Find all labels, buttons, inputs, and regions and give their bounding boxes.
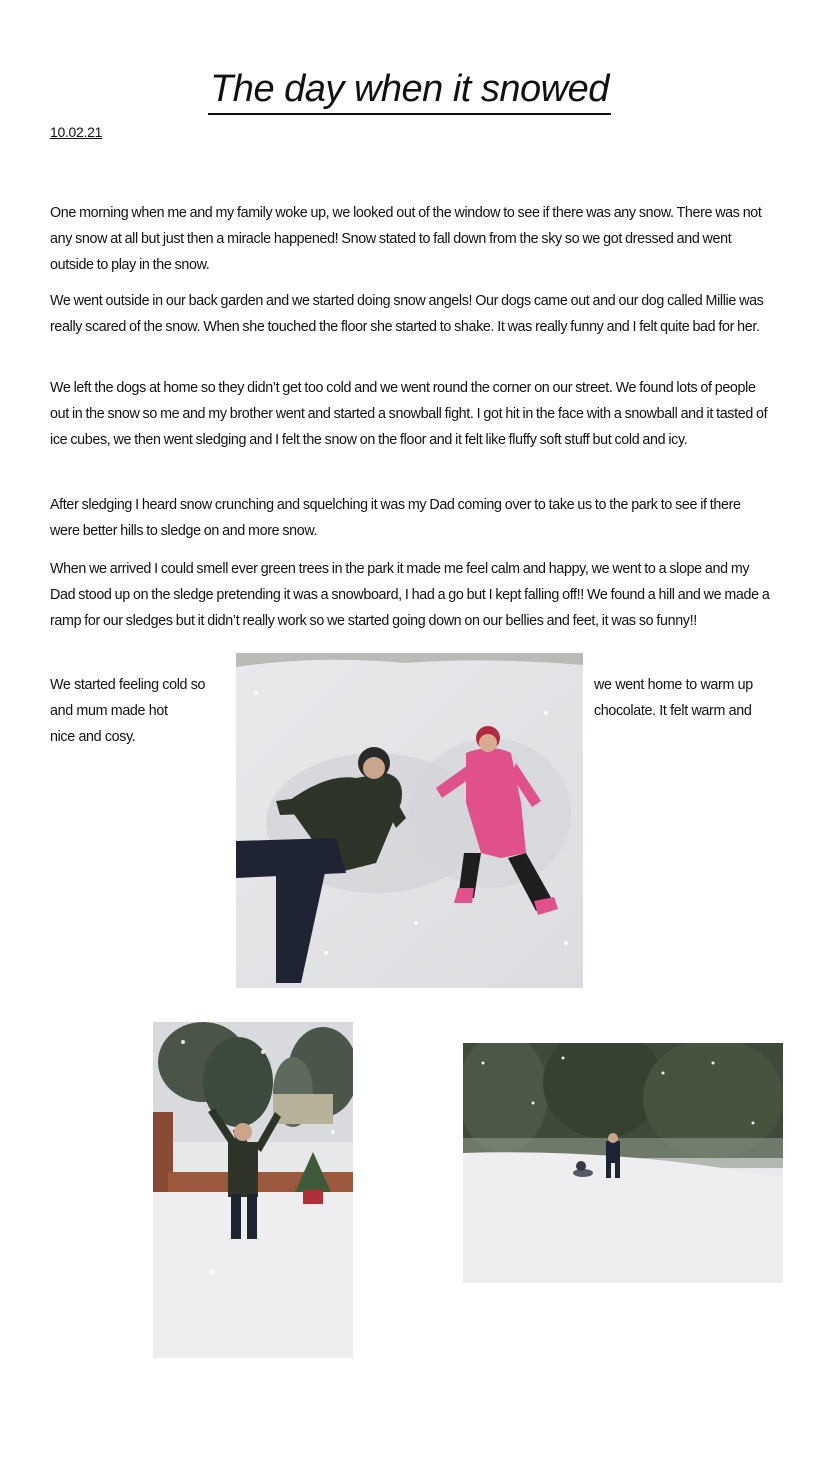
paragraph-1: One morning when me and my family woke up, we looked out of the window to see if there was any snow. There was not any snow at all but just then a miracle happened! Snow stated to fall down from the sky so we got dressed and went outside to play in the snow.: [50, 205, 762, 273]
paragraph-5: When we arrived I could smell ever green trees in the park it made me feel calm and happy, we went to a slope and my Dad stood up on the sledge pretending it was a snowboard, I had a go but I kept falling off!! We found a hill and we made a ramp for our sledges but it didn’t really work so we started going down on our bellies and feet, it was so funny!!: [50, 561, 770, 629]
document-title: [0, 64, 819, 115]
final-line: chocolate. It felt warm and: [594, 703, 752, 719]
garden-photo: [153, 1022, 353, 1358]
final-line: We started feeling cold so: [50, 677, 206, 693]
final-line: and mum made hot: [50, 703, 168, 719]
sledging-image: [463, 1043, 783, 1283]
snow-angels-photo: [236, 653, 583, 988]
snow-angels-image: [236, 653, 583, 988]
final-paragraph-right: [594, 672, 774, 724]
paragraph-4: After sledging I heard snow crunching and squelching it was my Dad coming over to take us to the park to see if there were better hills to sledge on and more snow.: [50, 497, 741, 539]
garden-image: [153, 1022, 353, 1358]
paragraph-3: We left the dogs at home so they didn’t get too cold and we went round the corner on our street. We found lots of people out in the snow so me and my brother went and started a snowball fight. I got hit in the face with a snowball and it tasted of ice cubes, we then went sledging and I felt the snow on the floor and it felt like fluffy soft stuff but cold and icy.: [50, 380, 768, 448]
document-date: 10.02.21: [50, 124, 103, 140]
document-title-text: The day when it snowed: [208, 65, 611, 115]
final-line: we went home to warm up: [594, 677, 753, 693]
paragraph-2: We went outside in our back garden and we started doing snow angels! Our dogs came out and our dog called Millie was really scared of the snow. When she touched the floor she started to shake. It was really funny and I felt quite bad for her.: [50, 293, 764, 335]
final-line: nice and cosy.: [50, 729, 136, 745]
final-paragraph-left: [50, 672, 230, 750]
sledging-photo: [463, 1043, 783, 1283]
